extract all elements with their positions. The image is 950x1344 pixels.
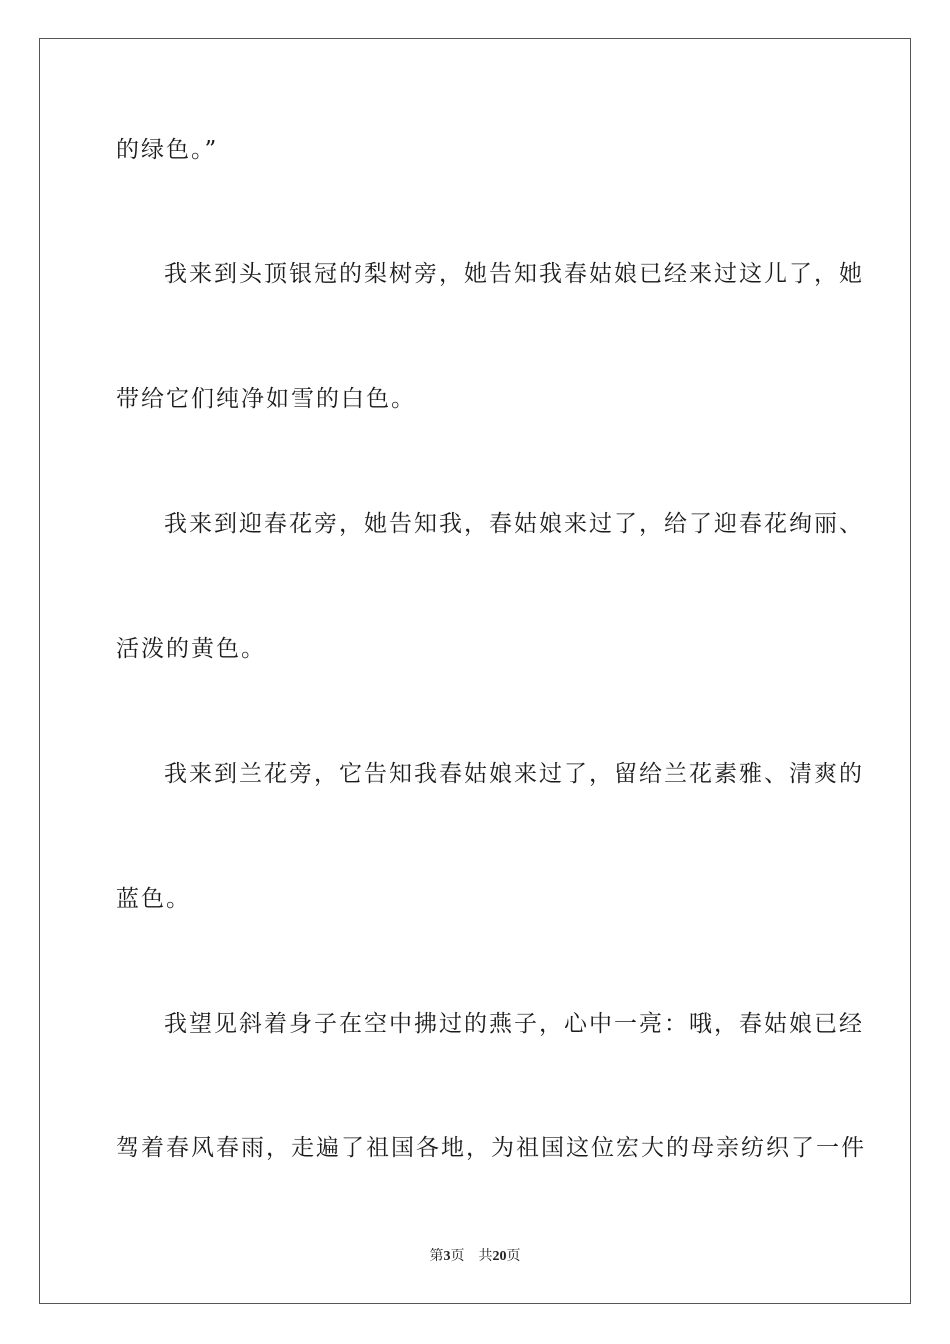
paragraph-first-line: 我来到兰花旁，它告知我春姑娘来过了，留给兰花素雅、清爽的 <box>164 761 864 787</box>
total-suffix: 页 <box>506 1248 521 1264</box>
paragraph-first-line: 我来到头顶银冠的梨树旁，她告知我春姑娘已经来过这儿了，她 <box>164 261 864 287</box>
page-prefix: 第 <box>429 1248 444 1264</box>
page-number: 3 <box>443 1249 451 1264</box>
total-prefix: 共 <box>478 1248 493 1264</box>
page-suffix: 页 <box>450 1248 465 1264</box>
paragraph-first-line: 我望见斜着身子在空中拂过的燕子，心中一亮：哦，春姑娘已经 <box>164 1011 864 1037</box>
text-line: 带给它们纯净如雪的白色。 <box>116 386 416 412</box>
text-line: 的绿色。” <box>116 137 219 163</box>
total-pages: 20 <box>492 1249 507 1264</box>
page-footer <box>0 1247 950 1266</box>
text-line: 驾着春风春雨，走遍了祖国各地，为祖国这位宏大的母亲纺织了一件 <box>116 1135 866 1161</box>
page-border <box>39 38 911 1304</box>
paragraph-first-line: 我来到迎春花旁，她告知我，春姑娘来过了，给了迎春花绚丽、 <box>164 511 864 537</box>
text-line: 活泼的黄色。 <box>116 636 266 662</box>
text-line: 蓝色。 <box>116 886 191 912</box>
